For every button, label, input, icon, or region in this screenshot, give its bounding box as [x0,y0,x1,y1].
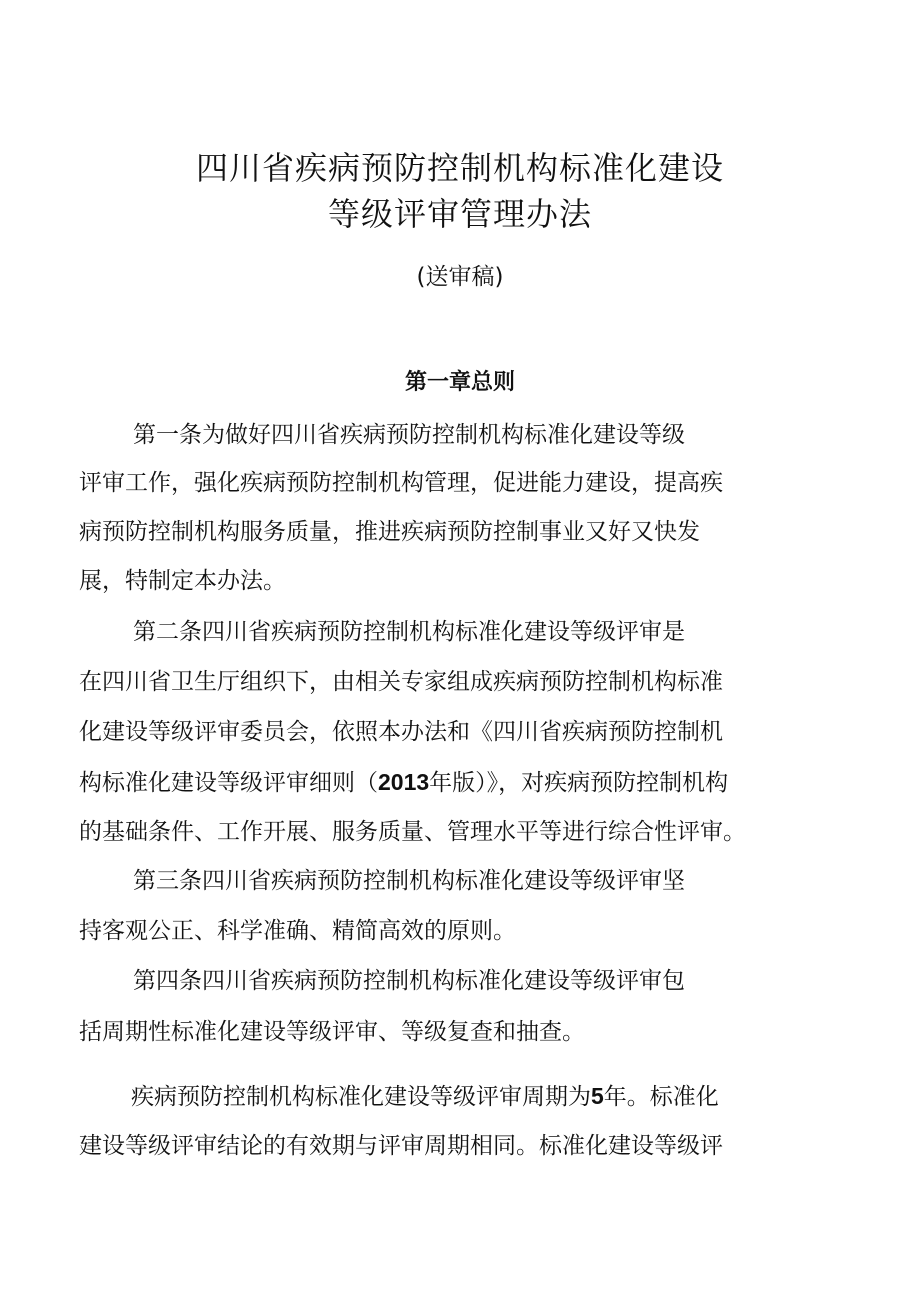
article-2-line-3: 化建设等级评审委员会，依照本办法和《四川省疾病预防控制机 [79,719,723,745]
article-3-line-2: 持客观公正、科学准确、精简高效的原则。 [79,918,516,944]
article-2-line-4 [79,767,728,798]
article-2-line-4-text-a: 构标准化建设等级评审细则（ [79,770,378,796]
paragraph-5-line-1 [131,1081,719,1112]
paragraph-5-line-2: 建设等级评审结论的有效期与评审周期相同。标准化建设等级评 [79,1133,723,1159]
article-2-line-4-text-b: 年版）》，对疾病预防控制机构 [429,770,729,796]
article-2-line-5: 的基础条件、工作开展、服务质量、管理水平等进行综合性评审。 [79,819,746,845]
article-2-line-2: 在四川省卫生厅组织下，由相关专家组成疾病预防控制机构标准 [79,669,723,695]
article-1-line-1: 第一条为做好四川省疾病预防控制机构标准化建设等级 [133,422,685,448]
chapter-heading: 第一章总则 [404,370,515,395]
article-2-edition-year: 2013 [378,769,430,795]
article-4-line-2: 括周期性标准化建设等级评审、等级复查和抽查。 [79,1019,585,1045]
paragraph-5-line-1-text-a: 疾病预防控制机构标准化建设等级评审周期为 [131,1084,591,1110]
document-title-line-2: 等级评审管理办法 [327,195,592,233]
article-1-line-3: 病预防控制机构服务质量，推进疾病预防控制事业又好又快发 [79,519,700,545]
article-1-line-2: 评审工作，强化疾病预防控制机构管理，促进能力建设，提高疾 [79,470,723,496]
review-cycle-years: 5 [591,1083,604,1109]
article-2-line-1: 第二条四川省疾病预防控制机构标准化建设等级评审是 [133,619,685,645]
document-title-line-1: 四川省疾病预防控制机构标准化建设 [195,149,724,187]
article-1-line-4: 展，特制定本办法。 [79,568,286,594]
paragraph-5-line-1-text-b: 年。标准化 [603,1084,719,1110]
document-subtitle: (送审稿) [416,264,504,290]
article-4-line-1: 第四条四川省疾病预防控制机构标准化建设等级评审包 [133,968,685,994]
article-3-line-1: 第三条四川省疾病预防控制机构标准化建设等级评审坚 [133,868,685,894]
